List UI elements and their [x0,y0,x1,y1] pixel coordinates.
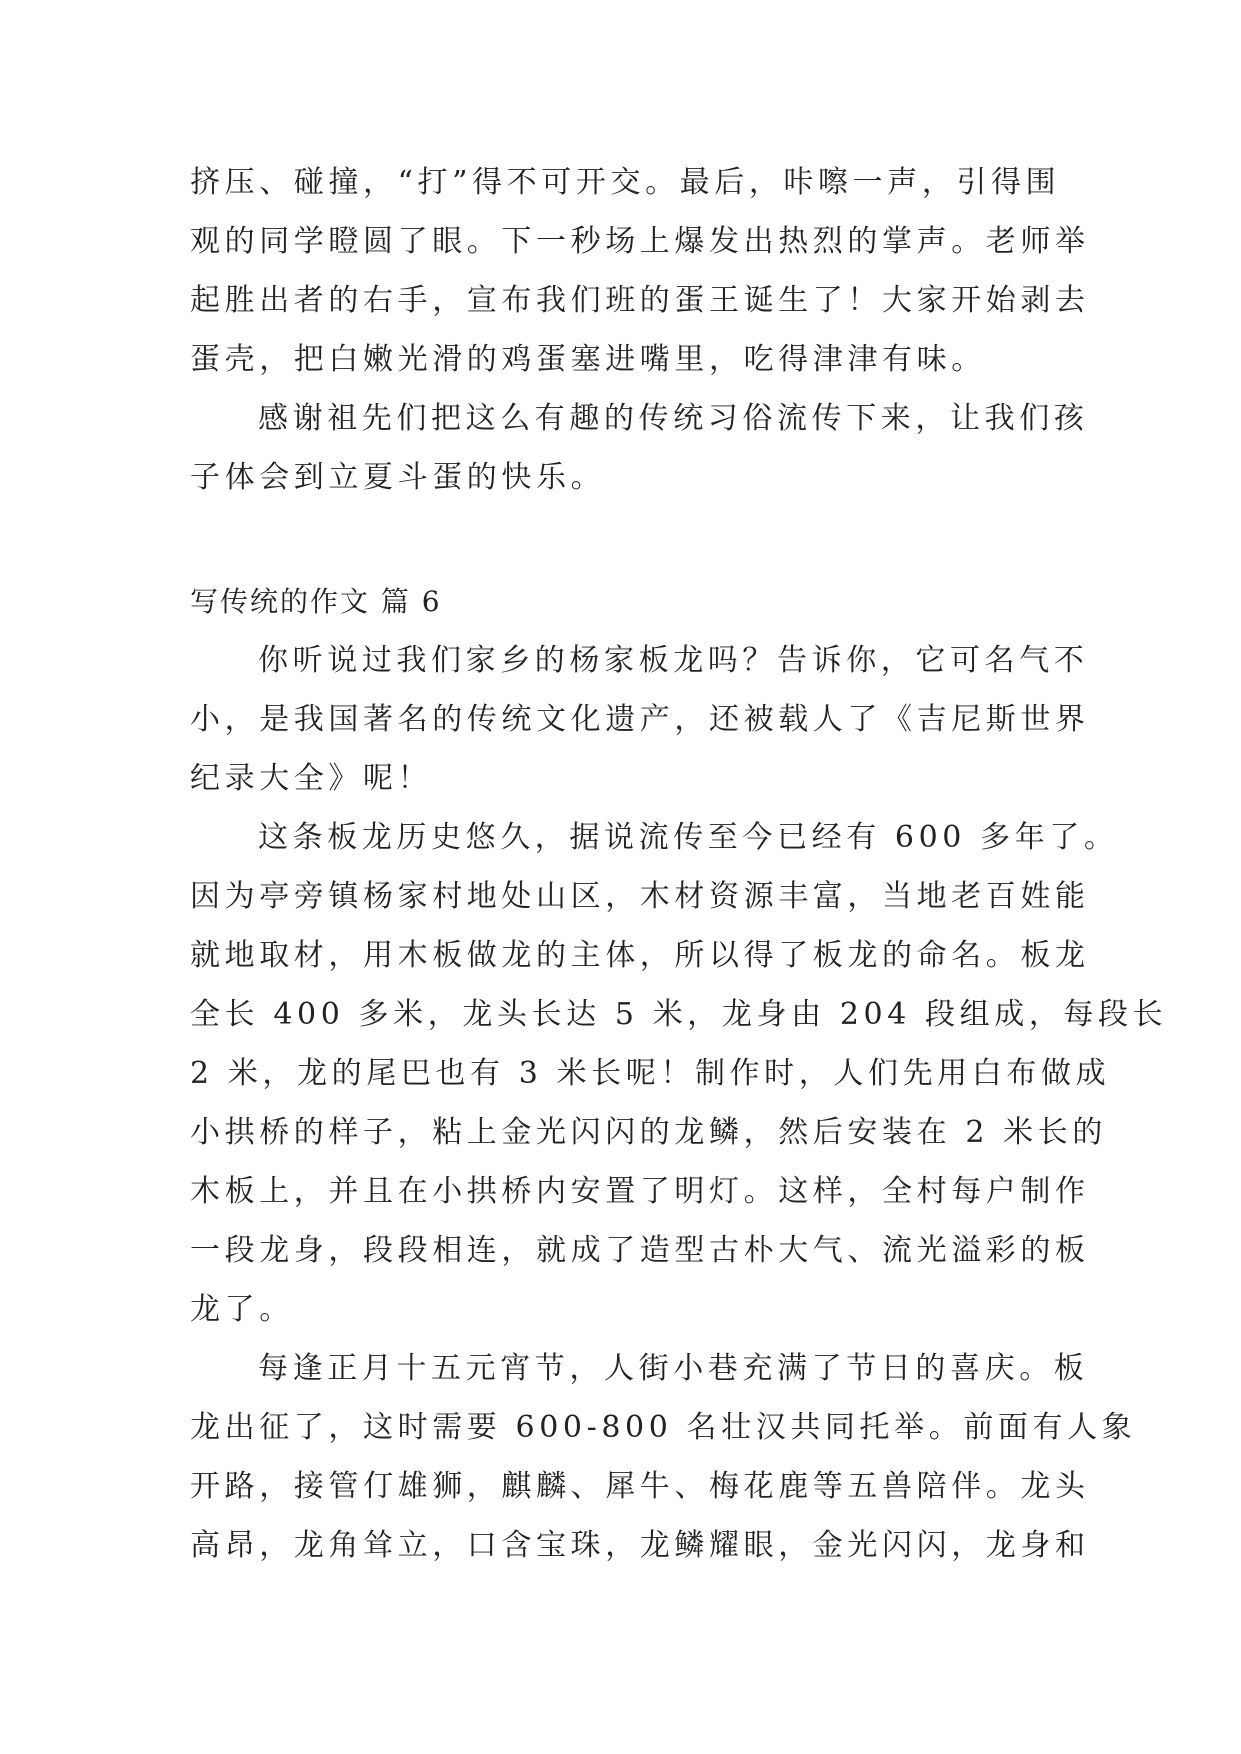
essay-continuation [190,153,1090,507]
paragraph-line: 一段龙身，段段相连，就成了造型古朴大气、流光溢彩的板 [190,1233,1090,1268]
paragraph-line: 子体会到立夏斗蛋的快乐。 [190,460,606,495]
paragraph-line: 感谢祖先们把这么有趣的传统习俗流传下来，让我们孩 [258,401,1089,436]
paragraph-line: 蛋壳，把白嫩光滑的鸡蛋塞进嘴里，吃得津津有味。 [190,342,986,377]
paragraph-line: 纪录大全》呢！ [190,761,433,796]
paragraph-line: 就地取材，用木板做龙的主体，所以得了板龙的命名。板龙 [190,938,1090,973]
paragraph-line: 小，是我国著名的传统文化遗产，还被载人了《吉尼斯世界 [190,702,1090,737]
paragraph-line: 你听说过我们家乡的杨家板龙吗？告诉你，它可名气不 [258,643,1089,678]
paragraph-line: 起胜出者的右手，宣布我们班的蛋王诞生了！大家开始剥去 [190,283,1090,318]
essay-section-6 [190,572,1168,1575]
paragraph-line: 2 米，龙的尾巴也有 3 米长呢！制作时，人们先用白布做成 [190,1056,1111,1091]
paragraph-line: 每逢正月十五元宵节，人街小巷充满了节日的喜庆。板 [258,1351,1089,1386]
paragraph-line: 小拱桥的样子，粘上金光闪闪的龙鳞，然后安装在 2 米长的 [190,1115,1107,1150]
paragraph-line: 因为亭旁镇杨家村地处山区，木材资源丰富，当地老百姓能 [190,879,1090,914]
paragraph-line: 这条板龙历史悠久，据说流传至今已经有 600 多年了。 [258,820,1119,855]
paragraph-line: 观的同学瞪圆了眼。下一秒场上爆发出热烈的掌声。老师举 [190,224,1090,259]
paragraph-line: 挤压、碰撞，“打”得不可开交。最后，咔嚓一声，引得围 [190,165,1061,200]
section-heading: 写传统的作文 篇 6 [190,585,442,618]
paragraph-line: 高昂，龙角耸立，口含宝珠，龙鳞耀眼，金光闪闪，龙身和 [190,1528,1090,1563]
paragraph-line: 龙了。 [190,1292,294,1327]
paragraph-line: 全长 400 多米，龙头长达 5 米，龙身由 204 段组成，每段长 [190,997,1168,1032]
paragraph-line: 开路，接管仃雄狮，麒麟、犀牛、梅花鹿等五兽陪伴。龙头 [190,1469,1090,1504]
paragraph-line: 龙出征了，这时需要 600-800 名壮汉共同托举。前面有人象 [190,1410,1137,1445]
paragraph-line: 木板上，并且在小拱桥内安置了明灯。这样，全村每户制作 [190,1174,1090,1209]
